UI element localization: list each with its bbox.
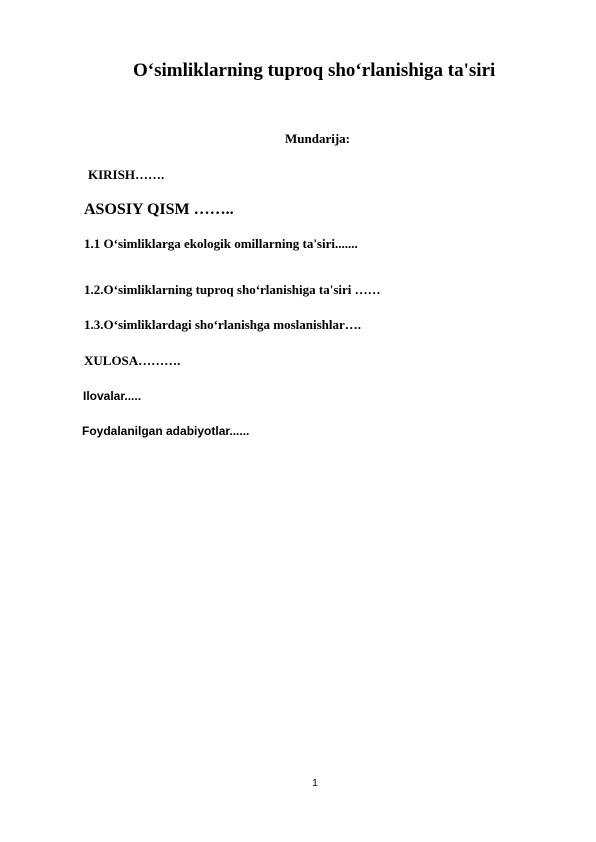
toc-item-1-1: 1.1 O‘simliklarga ekologik omillarning ta'siri....... bbox=[84, 236, 358, 251]
toc-item-1-3: 1.3.O‘simliklardagi sho‘rlanishga moslanishlar…. bbox=[84, 317, 362, 332]
toc-item-kirish: KIRISH……. bbox=[88, 167, 165, 182]
page-number: 1 bbox=[312, 778, 318, 789]
toc-item-ilovalar: Ilovalar..... bbox=[83, 389, 142, 403]
toc-item-asosiy-qism: ASOSIY QISM …….. bbox=[84, 201, 234, 218]
document-title: O‘simliklarning tuproq sho‘rlanishiga ta'siri bbox=[133, 60, 496, 81]
toc-item-1-2: 1.2.O‘simliklarning tuproq sho‘rlanishiga ta'siri …… bbox=[84, 282, 381, 297]
toc-item-foydalanilgan-adabiyotlar: Foydalanilgan adabiyotlar...... bbox=[82, 424, 250, 438]
toc-item-xulosa: XULOSA………. bbox=[84, 353, 181, 368]
contents-heading: Mundarija: bbox=[285, 131, 350, 146]
